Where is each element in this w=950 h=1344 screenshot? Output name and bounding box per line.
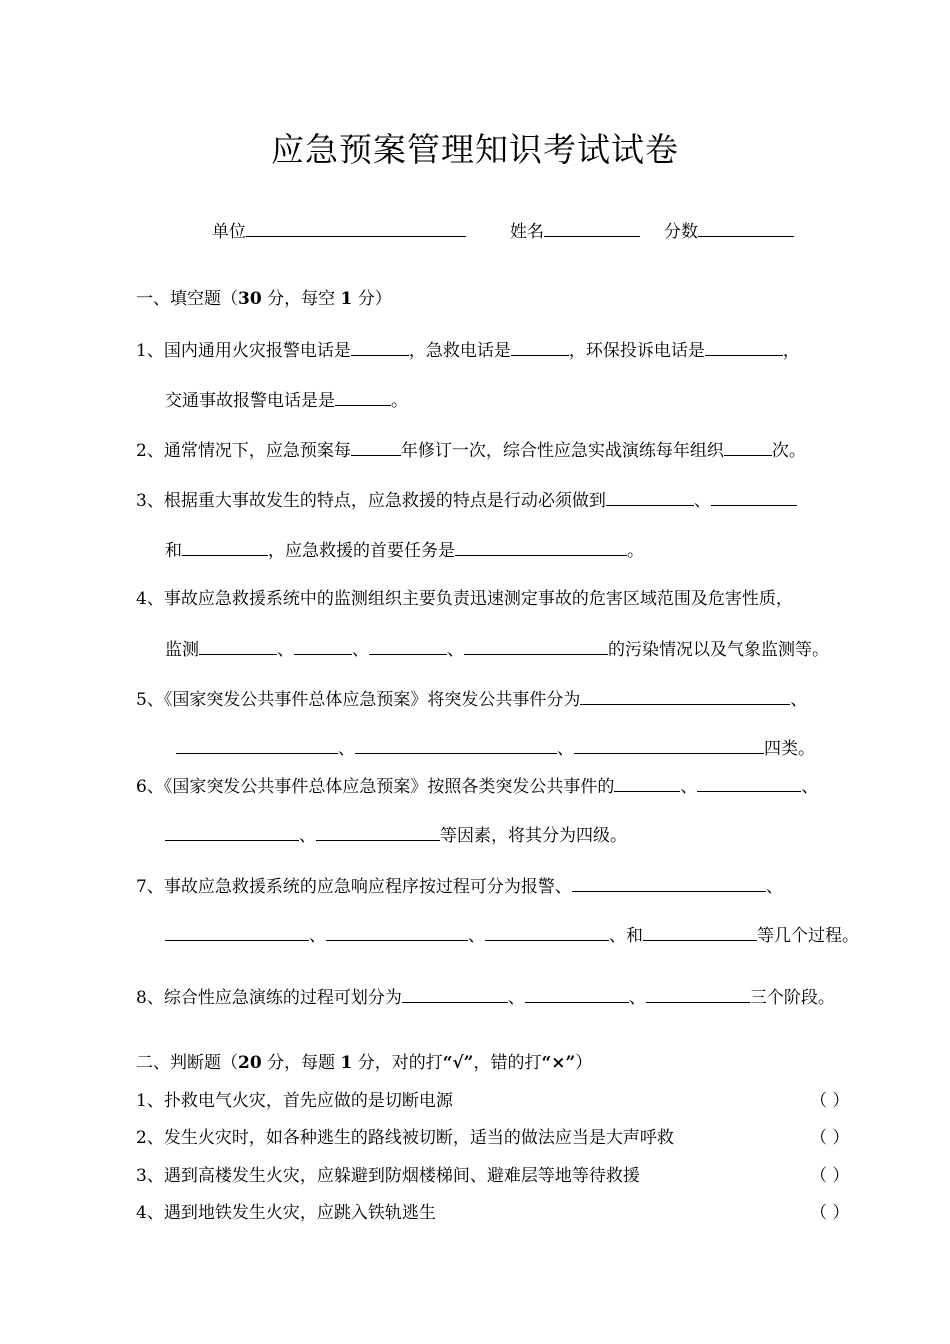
- question-7-cont: [165, 922, 859, 948]
- question-text: 2、通常情况下，应急预案每: [136, 441, 351, 461]
- answer-blank[interactable]: [165, 922, 309, 941]
- question-text: 、: [277, 640, 294, 660]
- question-text: 次。: [771, 441, 806, 461]
- question-text: 、: [801, 777, 819, 797]
- answer-blank[interactable]: [182, 537, 268, 556]
- question-text: 、: [765, 877, 783, 897]
- judge-item-1: 1、扑救电气火灾，首先应做的是切断电源: [136, 1091, 453, 1111]
- question-4: [136, 587, 793, 611]
- heading-text: 分，对的打: [352, 1053, 443, 1073]
- question-text: 。: [627, 541, 644, 561]
- section2-heading: [136, 1051, 592, 1075]
- answer-blank[interactable]: [335, 387, 391, 406]
- question-6-cont: [165, 822, 627, 848]
- unit-field[interactable]: [246, 218, 466, 237]
- heading-text: 分，每题: [261, 1053, 341, 1073]
- header-unit: [212, 218, 466, 244]
- answer-blank[interactable]: [614, 773, 680, 792]
- question-2: [136, 437, 806, 463]
- answer-blank[interactable]: [711, 487, 797, 506]
- question-text: 、: [468, 926, 485, 946]
- question-text: 交通事故报警电话是是: [165, 391, 335, 411]
- question-text: 、: [299, 826, 316, 846]
- heading-text: 分）: [352, 289, 392, 309]
- question-text: 、: [447, 640, 464, 660]
- answer-blank[interactable]: [525, 984, 629, 1003]
- answer-blank[interactable]: [351, 337, 409, 356]
- question-text: 8、综合性应急演练的过程可划分为: [136, 988, 402, 1008]
- heading-points: 1: [340, 1053, 353, 1073]
- answer-blank[interactable]: [697, 773, 801, 792]
- question-text: ，: [782, 341, 800, 361]
- question-text: 6、《国家突发公共事件总体应急预案》按照各类突发公共事件的: [136, 777, 615, 797]
- question-text: 7、事故应急救援系统的应急响应程序按过程可分为报警、: [136, 877, 572, 897]
- answer-blank[interactable]: [316, 822, 440, 841]
- question-3-cont: [165, 537, 644, 563]
- question-text: 、: [680, 777, 698, 797]
- question-text: 、: [309, 926, 326, 946]
- heading-text: 分，每空: [261, 289, 341, 309]
- header-score: [664, 218, 794, 244]
- question-5-cont: [176, 735, 815, 761]
- question-text: 1、国内通用火灾报警电话是: [136, 341, 351, 361]
- answer-blank[interactable]: [369, 636, 447, 655]
- question-text: 年修订一次，综合性应急实战演练每年组织: [400, 441, 724, 461]
- answer-blank[interactable]: [643, 922, 757, 941]
- question-8: [136, 984, 835, 1010]
- question-text: 4、事故应急救援系统中的监测组织主要负责迅速测定事故的危害区域范围及危害性质，: [136, 589, 793, 609]
- question-text: 的污染情况以及气象监测等。: [608, 640, 829, 660]
- question-text: 、: [693, 491, 711, 511]
- question-4-cont: [165, 636, 829, 662]
- answer-blank[interactable]: [355, 735, 557, 754]
- header-name: [510, 218, 640, 244]
- question-text: 监测: [165, 640, 199, 660]
- question-6: [136, 773, 818, 799]
- judge-item-4: 4、遇到地铁发生火灾，应跳入铁轨逃生: [136, 1203, 436, 1223]
- heading-text: 一、填空题（: [136, 289, 238, 309]
- answer-blank[interactable]: [294, 636, 352, 655]
- question-text: 。: [391, 391, 408, 411]
- answer-blank[interactable]: [574, 735, 764, 754]
- answer-blank[interactable]: [705, 337, 783, 356]
- answer-parens[interactable]: （ ）: [810, 1128, 850, 1148]
- answer-blank[interactable]: [326, 922, 468, 941]
- name-field[interactable]: [544, 218, 640, 237]
- score-field[interactable]: [698, 218, 794, 237]
- answer-blank[interactable]: [724, 437, 772, 456]
- heading-points: 1: [340, 289, 353, 309]
- judge-item-2: 2、发生火灾时，如各种逃生的路线被切断，适当的做法应当是大声呼救: [136, 1128, 674, 1148]
- answer-parens[interactable]: （ ）: [810, 1091, 850, 1111]
- heading-text: ，错的打: [473, 1053, 542, 1073]
- answer-blank[interactable]: [199, 636, 277, 655]
- question-text: ，急救电话是: [408, 341, 511, 361]
- answer-blank[interactable]: [351, 437, 401, 456]
- question-text: 和: [165, 541, 182, 561]
- question-text: ，应急救援的首要任务是: [268, 541, 455, 561]
- answer-blank[interactable]: [572, 873, 766, 892]
- answer-parens[interactable]: （ ）: [810, 1203, 850, 1223]
- answer-blank[interactable]: [464, 636, 608, 655]
- question-text: ，环保投诉电话是: [568, 341, 705, 361]
- question-text: 等几个过程。: [757, 926, 859, 946]
- heading-mark: “×”: [541, 1053, 576, 1073]
- question-text: 、: [628, 988, 646, 1008]
- heading-points: 30: [238, 289, 262, 309]
- question-5: [136, 686, 807, 712]
- name-label: 姓名: [510, 222, 544, 242]
- question-text: 、: [790, 690, 808, 710]
- exam-title: 应急预案管理知识考试试卷: [271, 130, 679, 169]
- question-text: 、: [352, 640, 369, 660]
- question-text: 、: [507, 988, 525, 1008]
- answer-parens[interactable]: （ ）: [810, 1166, 850, 1186]
- question-text: 、和: [609, 926, 643, 946]
- score-label: 分数: [664, 222, 698, 242]
- question-text: 、: [338, 739, 355, 759]
- heading-mark: “√”: [442, 1053, 474, 1073]
- judge-item-3: 3、遇到高楼发生火灾，应躲避到防烟楼梯间、避难层等地等待救援: [136, 1166, 640, 1186]
- answer-blank[interactable]: [402, 984, 508, 1003]
- question-text: 三个阶段。: [749, 988, 835, 1008]
- answer-blank[interactable]: [646, 984, 750, 1003]
- answer-blank[interactable]: [511, 337, 569, 356]
- answer-blank[interactable]: [580, 686, 790, 705]
- section1-heading: [136, 287, 392, 311]
- unit-label: 单位: [212, 222, 246, 242]
- answer-blank[interactable]: [165, 822, 299, 841]
- question-7: [136, 873, 783, 899]
- question-3: [136, 487, 797, 513]
- answer-blank[interactable]: [485, 922, 609, 941]
- question-1-cont: [165, 387, 408, 413]
- heading-points: 20: [238, 1053, 262, 1073]
- question-text: 5、《国家突发公共事件总体应急预案》将突发公共事件分为: [136, 690, 581, 710]
- answer-blank[interactable]: [455, 537, 627, 556]
- question-text: 等因素，将其分为四级。: [440, 826, 627, 846]
- heading-text: ）: [575, 1053, 593, 1073]
- heading-text: 二、判断题（: [136, 1053, 238, 1073]
- question-text: 、: [557, 739, 574, 759]
- answer-blank[interactable]: [176, 735, 338, 754]
- question-1: [136, 337, 800, 363]
- answer-blank[interactable]: [606, 487, 694, 506]
- question-text: 四类。: [764, 739, 815, 759]
- question-text: 3、根据重大事故发生的特点，应急救援的特点是行动必须做到: [136, 491, 606, 511]
